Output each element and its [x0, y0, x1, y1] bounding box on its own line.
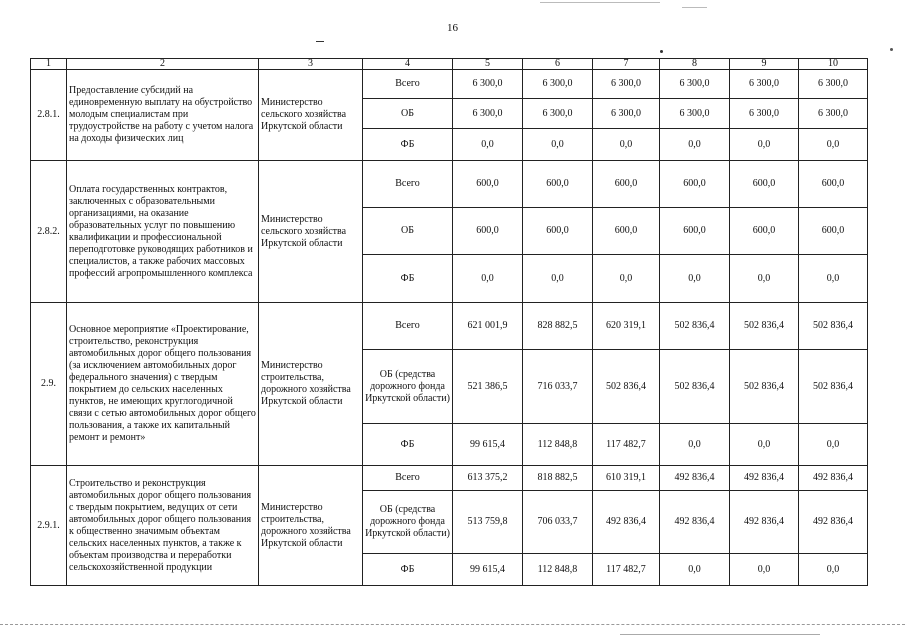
amount-cell: 0,0: [523, 255, 593, 303]
amount-cell: 600,0: [799, 161, 868, 208]
table-row: [31, 303, 868, 350]
amount-cell: 6 300,0: [593, 70, 660, 99]
page-number: 16: [447, 22, 458, 34]
amount-cell: 502 836,4: [799, 350, 868, 424]
amount-cell: 0,0: [799, 255, 868, 303]
amount-cell: 600,0: [453, 161, 523, 208]
header-row: [31, 59, 868, 70]
amount-cell: 502 836,4: [730, 303, 799, 350]
amount-cell: 112 848,8: [523, 424, 593, 466]
responsible-organization: Министерство строительства, дорожного хозяйства Иркутской области: [259, 303, 363, 466]
funding-source: Всего: [363, 70, 453, 99]
table-row: [31, 466, 868, 491]
amount-cell: 0,0: [660, 554, 730, 586]
amount-cell: 117 482,7: [593, 424, 660, 466]
amount-cell: 492 836,4: [660, 491, 730, 554]
amount-cell: 613 375,2: [453, 466, 523, 491]
amount-cell: 620 319,1: [593, 303, 660, 350]
scan-artifact-mark: [890, 48, 893, 51]
program-table: [30, 58, 868, 586]
scan-artifact-line: [620, 634, 820, 635]
header-cell: 7: [593, 59, 660, 70]
amount-cell: 828 882,5: [523, 303, 593, 350]
amount-cell: 521 386,5: [453, 350, 523, 424]
amount-cell: 600,0: [523, 161, 593, 208]
amount-cell: 6 300,0: [523, 70, 593, 99]
amount-cell: 6 300,0: [660, 99, 730, 129]
funding-source: Всего: [363, 161, 453, 208]
item-description: Строительство и реконструкция автомобильных дорог общего пользования с твердым покрытием, ведущих от сети автомобильных дорог общего пользования к общественно значимым объектам сельских населенных пунктов, а также к объектам производства и переработки сельскохозяйственной продукции: [67, 466, 259, 586]
header-cell: 3: [259, 59, 363, 70]
amount-cell: 492 836,4: [593, 491, 660, 554]
amount-cell: 0,0: [799, 129, 868, 161]
amount-cell: 502 836,4: [660, 303, 730, 350]
amount-cell: 818 882,5: [523, 466, 593, 491]
funding-source: ОБ (средства дорожного фонда Иркутской области): [363, 350, 453, 424]
header-cell: 8: [660, 59, 730, 70]
funding-source: ОБ: [363, 208, 453, 255]
scan-artifact-line: [540, 2, 660, 3]
item-description: Оплата государственных контрактов, заключенных с образовательными организациями, на оказание образовательных услуг по повышению квалификации и профессиональной переподготовке руководящих работников и специалистов, а также рабочих массовых профессий агропромышленного комплекса: [67, 161, 259, 303]
amount-cell: 600,0: [523, 208, 593, 255]
amount-cell: 0,0: [593, 255, 660, 303]
responsible-organization: Министерство сельского хозяйства Иркутской области: [259, 161, 363, 303]
amount-cell: 600,0: [799, 208, 868, 255]
amount-cell: 621 001,9: [453, 303, 523, 350]
amount-cell: 492 836,4: [799, 491, 868, 554]
amount-cell: 502 836,4: [730, 350, 799, 424]
amount-cell: 0,0: [593, 129, 660, 161]
amount-cell: 492 836,4: [730, 491, 799, 554]
amount-cell: 0,0: [730, 554, 799, 586]
amount-cell: 492 836,4: [660, 466, 730, 491]
amount-cell: 600,0: [593, 161, 660, 208]
item-number: 2.8.1.: [31, 70, 67, 161]
funding-source: Всего: [363, 466, 453, 491]
header-cell: 10: [799, 59, 868, 70]
amount-cell: 6 300,0: [799, 70, 868, 99]
amount-cell: 6 300,0: [730, 99, 799, 129]
item-number: 2.9.1.: [31, 466, 67, 586]
amount-cell: 99 615,4: [453, 424, 523, 466]
amount-cell: 502 836,4: [593, 350, 660, 424]
amount-cell: 0,0: [523, 129, 593, 161]
scan-artifact-line: [682, 7, 707, 8]
amount-cell: 0,0: [660, 424, 730, 466]
amount-cell: 600,0: [660, 208, 730, 255]
amount-cell: 610 319,1: [593, 466, 660, 491]
amount-cell: 0,0: [799, 424, 868, 466]
amount-cell: 6 300,0: [453, 99, 523, 129]
amount-cell: 513 759,8: [453, 491, 523, 554]
amount-cell: 600,0: [730, 161, 799, 208]
amount-cell: 0,0: [453, 129, 523, 161]
amount-cell: 716 033,7: [523, 350, 593, 424]
amount-cell: 0,0: [730, 129, 799, 161]
amount-cell: 502 836,4: [660, 350, 730, 424]
amount-cell: 6 300,0: [593, 99, 660, 129]
amount-cell: 117 482,7: [593, 554, 660, 586]
responsible-organization: Министерство сельского хозяйства Иркутской области: [259, 70, 363, 161]
amount-cell: 600,0: [593, 208, 660, 255]
scan-artifact-mark: [316, 41, 324, 42]
item-description: Основное мероприятие «Проектирование, строительство, реконструкция автомобильных дорог общего пользования (за исключением автомобильных дорог федерального значения) с твердым покрытием до сельских населенных пунктов, не имеющих круглогодичной связи с сетью автомобильных дорог общего пользования, а также их капитальный ремонт и ремонт»: [67, 303, 259, 466]
amount-cell: 0,0: [660, 255, 730, 303]
item-description: Предоставление субсидий на единовременную выплату на обустройство молодым специалистам при трудоустройстве на работу с учетом налога на доходы физических лиц: [67, 70, 259, 161]
amount-cell: 600,0: [730, 208, 799, 255]
header-cell: 4: [363, 59, 453, 70]
funding-source: ФБ: [363, 424, 453, 466]
amount-cell: 6 300,0: [660, 70, 730, 99]
header-cell: 5: [453, 59, 523, 70]
scan-artifact-line: [0, 624, 905, 625]
item-number: 2.8.2.: [31, 161, 67, 303]
funding-source: Всего: [363, 303, 453, 350]
amount-cell: 492 836,4: [730, 466, 799, 491]
amount-cell: 99 615,4: [453, 554, 523, 586]
amount-cell: 0,0: [660, 129, 730, 161]
amount-cell: 6 300,0: [453, 70, 523, 99]
funding-source: ОБ: [363, 99, 453, 129]
amount-cell: 0,0: [453, 255, 523, 303]
item-number: 2.9.: [31, 303, 67, 466]
amount-cell: 0,0: [730, 255, 799, 303]
table-row: [31, 70, 868, 99]
header-cell: 2: [67, 59, 259, 70]
header-cell: 1: [31, 59, 67, 70]
amount-cell: 6 300,0: [523, 99, 593, 129]
amount-cell: 112 848,8: [523, 554, 593, 586]
header-cell: 9: [730, 59, 799, 70]
header-cell: 6: [523, 59, 593, 70]
responsible-organization: Министерство строительства, дорожного хозяйства Иркутской области: [259, 466, 363, 586]
funding-source: ФБ: [363, 554, 453, 586]
amount-cell: 0,0: [799, 554, 868, 586]
table-row: [31, 161, 868, 208]
amount-cell: 6 300,0: [799, 99, 868, 129]
amount-cell: 600,0: [660, 161, 730, 208]
amount-cell: 492 836,4: [799, 466, 868, 491]
amount-cell: 502 836,4: [799, 303, 868, 350]
amount-cell: 600,0: [453, 208, 523, 255]
scan-artifact-mark: [660, 50, 663, 53]
amount-cell: 706 033,7: [523, 491, 593, 554]
amount-cell: 6 300,0: [730, 70, 799, 99]
funding-source: ОБ (средства дорожного фонда Иркутской области): [363, 491, 453, 554]
funding-source: ФБ: [363, 255, 453, 303]
amount-cell: 0,0: [730, 424, 799, 466]
funding-source: ФБ: [363, 129, 453, 161]
